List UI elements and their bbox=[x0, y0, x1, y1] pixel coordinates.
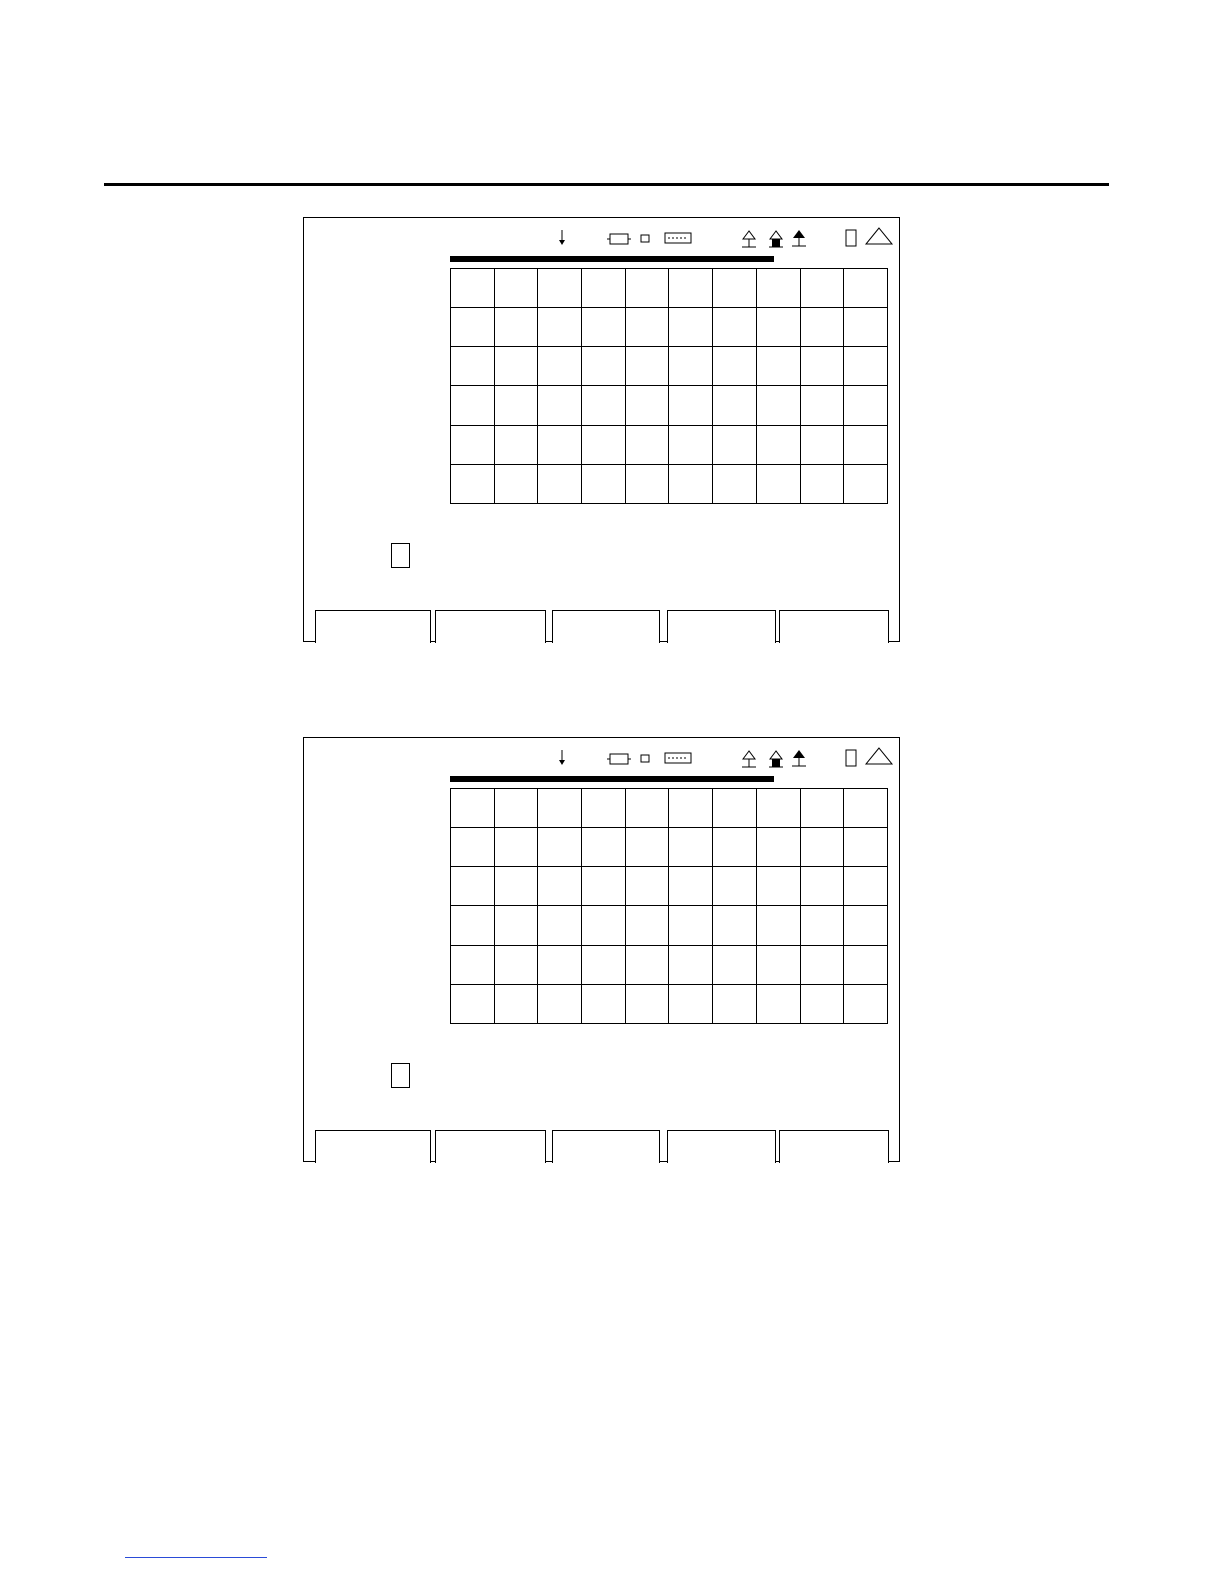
warning-triangle-icon bbox=[866, 228, 892, 244]
grid-cell bbox=[800, 945, 844, 984]
grid-cell bbox=[538, 945, 582, 984]
grid-cell bbox=[494, 269, 538, 308]
grid-cell bbox=[669, 867, 713, 906]
grid-cell bbox=[538, 906, 582, 945]
grid-cell bbox=[669, 308, 713, 347]
softkey-5[interactable] bbox=[779, 610, 889, 643]
grid-cell bbox=[669, 945, 713, 984]
data-grid bbox=[450, 268, 888, 504]
down-arrow-icon bbox=[559, 750, 565, 765]
grid-cell bbox=[538, 464, 582, 503]
softkey-3[interactable] bbox=[552, 1130, 660, 1163]
grid-cell bbox=[625, 906, 669, 945]
grid-row bbox=[451, 386, 888, 425]
grid-cell bbox=[713, 789, 757, 828]
grid-cell bbox=[494, 347, 538, 386]
checkbox[interactable] bbox=[391, 1063, 410, 1088]
grid-cell bbox=[800, 347, 844, 386]
grid-cell bbox=[451, 347, 495, 386]
antenna-half-icon bbox=[769, 751, 783, 767]
grid-cell bbox=[800, 789, 844, 828]
softkey-2[interactable] bbox=[435, 610, 546, 643]
grid-cell bbox=[451, 269, 495, 308]
grid-cell bbox=[451, 789, 495, 828]
warning-triangle-icon bbox=[866, 748, 892, 764]
grid-cell bbox=[669, 906, 713, 945]
grid-cell bbox=[713, 425, 757, 464]
small-square-icon bbox=[641, 235, 649, 242]
grid-cell bbox=[582, 828, 626, 867]
grid-cell bbox=[494, 789, 538, 828]
grid-cell bbox=[756, 828, 800, 867]
grid-cell bbox=[844, 984, 888, 1023]
grid-cell bbox=[756, 984, 800, 1023]
grid-cell bbox=[844, 347, 888, 386]
grid-cell bbox=[538, 828, 582, 867]
grid-cell bbox=[844, 867, 888, 906]
grid-cell bbox=[669, 347, 713, 386]
grid-row bbox=[451, 269, 888, 308]
grid-cell bbox=[494, 984, 538, 1023]
grid-row bbox=[451, 984, 888, 1023]
status-icons bbox=[304, 218, 901, 254]
grid-cell bbox=[538, 386, 582, 425]
grid-cell bbox=[582, 867, 626, 906]
softkey-5[interactable] bbox=[779, 1130, 889, 1163]
grid-cell bbox=[756, 906, 800, 945]
screen-panel-2 bbox=[303, 737, 900, 1162]
grid-cell bbox=[669, 269, 713, 308]
grid-cell bbox=[538, 347, 582, 386]
grid-cell bbox=[538, 867, 582, 906]
grid-row bbox=[451, 464, 888, 503]
grid-cell bbox=[800, 867, 844, 906]
antenna-outline-icon bbox=[742, 751, 756, 767]
grid-cell bbox=[582, 269, 626, 308]
battery-icon bbox=[607, 754, 631, 764]
down-arrow-icon bbox=[559, 230, 565, 245]
softkey-bar bbox=[315, 1130, 889, 1163]
card-slot-icon bbox=[846, 750, 856, 766]
grid-cell bbox=[538, 984, 582, 1023]
softkey-3[interactable] bbox=[552, 610, 660, 643]
grid-cell bbox=[800, 984, 844, 1023]
grid-row bbox=[451, 308, 888, 347]
grid-cell bbox=[713, 867, 757, 906]
softkey-2[interactable] bbox=[435, 1130, 546, 1163]
grid-row bbox=[451, 945, 888, 984]
grid-cell bbox=[756, 347, 800, 386]
checkbox[interactable] bbox=[391, 543, 410, 568]
status-bar bbox=[304, 218, 899, 254]
header-rule bbox=[104, 183, 1109, 186]
grid-cell bbox=[582, 308, 626, 347]
grid-cell bbox=[669, 828, 713, 867]
grid-cell bbox=[582, 386, 626, 425]
grid-cell bbox=[625, 789, 669, 828]
grid-cell bbox=[713, 945, 757, 984]
grid-cell bbox=[800, 425, 844, 464]
softkey-4[interactable] bbox=[667, 610, 776, 643]
grid-cell bbox=[451, 828, 495, 867]
grid-cell bbox=[713, 828, 757, 867]
progress-bar bbox=[450, 776, 774, 782]
grid-cell bbox=[756, 789, 800, 828]
softkey-4[interactable] bbox=[667, 1130, 776, 1163]
grid-cell bbox=[800, 464, 844, 503]
small-square-icon bbox=[641, 755, 649, 762]
grid-cell bbox=[713, 386, 757, 425]
data-grid bbox=[450, 788, 888, 1024]
grid-cell bbox=[844, 425, 888, 464]
grid-row bbox=[451, 828, 888, 867]
grid-cell bbox=[844, 464, 888, 503]
grid-cell bbox=[756, 425, 800, 464]
grid-cell bbox=[582, 984, 626, 1023]
grid-cell bbox=[800, 828, 844, 867]
grid-cell bbox=[625, 386, 669, 425]
grid-cell bbox=[844, 906, 888, 945]
antenna-filled-icon bbox=[792, 230, 806, 246]
grid-row bbox=[451, 867, 888, 906]
grid-cell bbox=[844, 828, 888, 867]
grid-cell bbox=[625, 347, 669, 386]
grid-cell bbox=[756, 867, 800, 906]
grid-cell bbox=[451, 984, 495, 1023]
grid-cell bbox=[494, 308, 538, 347]
screen-panel-1 bbox=[303, 217, 900, 642]
grid-cell bbox=[713, 464, 757, 503]
status-bar bbox=[304, 738, 899, 774]
grid-cell bbox=[451, 906, 495, 945]
footer-link[interactable] bbox=[125, 1557, 267, 1558]
grid-cell bbox=[844, 789, 888, 828]
grid-cell bbox=[494, 945, 538, 984]
grid-cell bbox=[756, 269, 800, 308]
grid-cell bbox=[451, 425, 495, 464]
grid-cell bbox=[756, 308, 800, 347]
grid-cell bbox=[582, 464, 626, 503]
grid-cell bbox=[494, 425, 538, 464]
grid-cell bbox=[451, 308, 495, 347]
grid-cell bbox=[756, 464, 800, 503]
grid-cell bbox=[625, 984, 669, 1023]
grid-cell bbox=[494, 867, 538, 906]
grid-cell bbox=[625, 867, 669, 906]
antenna-filled-icon bbox=[792, 750, 806, 766]
grid-cell bbox=[625, 425, 669, 464]
grid-cell bbox=[582, 425, 626, 464]
grid-cell bbox=[582, 945, 626, 984]
grid-cell bbox=[844, 386, 888, 425]
grid-cell bbox=[538, 789, 582, 828]
grid-cell bbox=[582, 347, 626, 386]
card-slot-icon bbox=[846, 230, 856, 246]
grid-cell bbox=[451, 867, 495, 906]
grid-row bbox=[451, 425, 888, 464]
grid-cell bbox=[713, 906, 757, 945]
grid-cell bbox=[538, 269, 582, 308]
grid-cell bbox=[494, 906, 538, 945]
grid-cell bbox=[800, 906, 844, 945]
antenna-half-icon bbox=[769, 231, 783, 247]
softkey-1[interactable] bbox=[315, 1130, 431, 1163]
grid-cell bbox=[582, 789, 626, 828]
grid-cell bbox=[494, 386, 538, 425]
grid-cell bbox=[494, 828, 538, 867]
grid-cell bbox=[625, 269, 669, 308]
grid-row bbox=[451, 906, 888, 945]
grid-cell bbox=[582, 906, 626, 945]
battery-icon bbox=[607, 234, 631, 244]
grid-cell bbox=[669, 984, 713, 1023]
status-icons bbox=[304, 738, 901, 774]
grid-cell bbox=[451, 386, 495, 425]
grid-cell bbox=[713, 984, 757, 1023]
grid-cell bbox=[844, 945, 888, 984]
grid-cell bbox=[451, 464, 495, 503]
grid-cell bbox=[800, 386, 844, 425]
grid-cell bbox=[669, 425, 713, 464]
keyboard-icon bbox=[665, 753, 691, 763]
grid-row bbox=[451, 347, 888, 386]
grid-cell bbox=[844, 269, 888, 308]
antenna-outline-icon bbox=[742, 231, 756, 247]
grid-cell bbox=[625, 464, 669, 503]
grid-cell bbox=[713, 308, 757, 347]
keyboard-icon bbox=[665, 233, 691, 243]
grid-cell bbox=[538, 425, 582, 464]
grid-cell bbox=[625, 308, 669, 347]
softkey-1[interactable] bbox=[315, 610, 431, 643]
grid-cell bbox=[713, 269, 757, 308]
grid-cell bbox=[451, 945, 495, 984]
grid-cell bbox=[756, 386, 800, 425]
grid-cell bbox=[756, 945, 800, 984]
grid-cell bbox=[669, 386, 713, 425]
grid-cell bbox=[625, 828, 669, 867]
grid-cell bbox=[625, 945, 669, 984]
grid-cell bbox=[669, 789, 713, 828]
softkey-bar bbox=[315, 610, 889, 643]
grid-cell bbox=[494, 464, 538, 503]
grid-cell bbox=[844, 308, 888, 347]
grid-cell bbox=[669, 464, 713, 503]
progress-bar bbox=[450, 256, 774, 262]
grid-cell bbox=[538, 308, 582, 347]
grid-cell bbox=[800, 269, 844, 308]
grid-cell bbox=[713, 347, 757, 386]
grid-cell bbox=[800, 308, 844, 347]
grid-row bbox=[451, 789, 888, 828]
